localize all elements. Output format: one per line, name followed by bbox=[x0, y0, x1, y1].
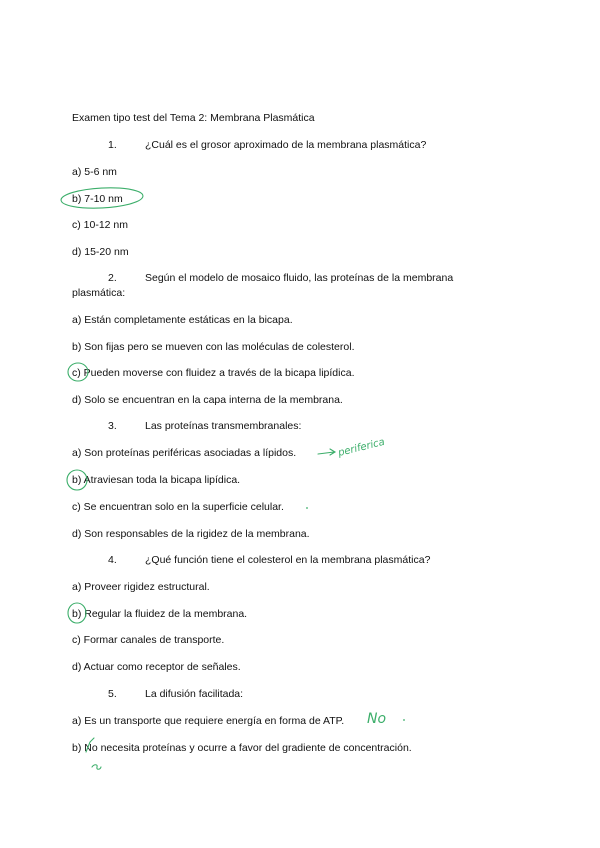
question-2-option-a: a) Están completamente estáticas en la bicapa. bbox=[72, 314, 293, 326]
question-5-option-b: b) No necesita proteínas y ocurre a favor del gradiente de concentración. bbox=[72, 742, 412, 754]
question-2-option-b: b) Son fijas pero se mueven con las moléculas de colesterol. bbox=[72, 341, 355, 353]
question-4-option-d: d) Actuar como receptor de señales. bbox=[72, 661, 241, 673]
question-5-option-a: a) Es un transporte que requiere energía en forma de ATP. bbox=[72, 715, 345, 727]
question-2-option-c: c) Pueden moverse con fluidez a través de la bicapa lipídica. bbox=[72, 367, 355, 379]
question-2-text-line1: Según el modelo de mosaico fluido, las proteínas de la membrana bbox=[145, 272, 454, 284]
question-3-option-a: a) Son proteínas periféricas asociadas a lípidos. bbox=[72, 447, 297, 459]
exam-title: Examen tipo test del Tema 2: Membrana Plasmática bbox=[72, 112, 315, 124]
annotation-q3-note: periferica bbox=[337, 436, 386, 459]
question-2-text-line2: plasmática: bbox=[72, 287, 126, 299]
question-1-text: ¿Cuál es el grosor aproximado de la membrana plasmática? bbox=[145, 139, 427, 151]
question-3-option-d: d) Son responsables de la rigidez de la membrana. bbox=[72, 528, 310, 540]
question-5-text: La difusión facilitada: bbox=[145, 688, 244, 700]
question-4-option-a: a) Proveer rigidez estructural. bbox=[72, 581, 210, 593]
question-4-option-b: b) Regular la fluidez de la membrana. bbox=[72, 608, 248, 620]
question-4-number: 4. bbox=[108, 554, 117, 566]
question-3-number: 3. bbox=[108, 420, 117, 432]
ink-scribble bbox=[92, 765, 101, 770]
question-5-number: 5. bbox=[108, 688, 117, 700]
question-3-option-b: b) Atraviesan toda la bicapa lipídica. bbox=[72, 474, 241, 486]
question-3-option-c: c) Se encuentran solo en la superficie celular. bbox=[72, 501, 284, 513]
annotation-q5-note: No bbox=[367, 711, 387, 727]
question-3-text: Las proteínas transmembranales: bbox=[145, 420, 302, 432]
question-1-option-b: b) 7-10 nm bbox=[72, 193, 123, 205]
question-1-number: 1. bbox=[108, 139, 117, 151]
question-2-number: 2. bbox=[108, 272, 117, 284]
question-1-option-c: c) 10-12 nm bbox=[72, 219, 129, 231]
ink-dot bbox=[306, 507, 308, 509]
question-1-option-a: a) 5-6 nm bbox=[72, 166, 117, 178]
question-1-option-d: d) 15-20 nm bbox=[72, 246, 129, 258]
question-4-option-c: c) Formar canales de transporte. bbox=[72, 634, 225, 646]
ink-dot bbox=[403, 719, 405, 721]
question-2-option-d: d) Solo se encuentran en la capa interna de la membrana. bbox=[72, 394, 343, 406]
arrow-mark bbox=[318, 449, 335, 455]
question-4-text: ¿Qué función tiene el colesterol en la membrana plasmática? bbox=[145, 554, 431, 566]
